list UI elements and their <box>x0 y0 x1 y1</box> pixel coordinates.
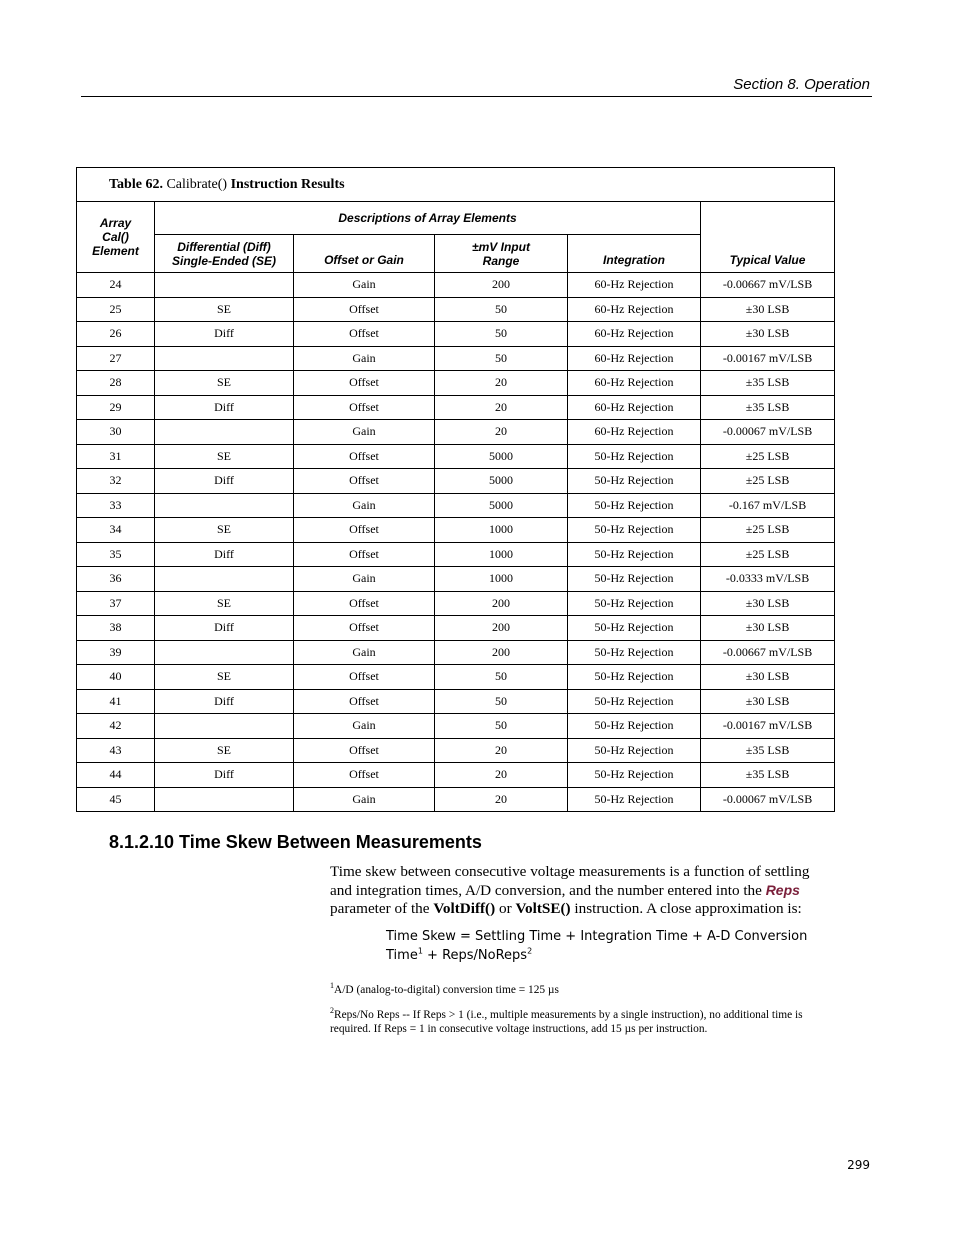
footnote-2 <box>330 1008 840 1036</box>
cell-diff-se <box>155 273 294 298</box>
cell-range: 5000 <box>435 493 568 518</box>
cell-range: 1000 <box>435 518 568 543</box>
formula-footnote-ref-1: 1 <box>417 946 423 956</box>
cell-range: 20 <box>435 371 568 396</box>
cell-integration: 50-Hz Rejection <box>568 665 701 690</box>
col-header-array-line2: Cal() <box>102 230 129 244</box>
cell-diff-se <box>155 346 294 371</box>
cell-integration: 60-Hz Rejection <box>568 297 701 322</box>
formula-text-1: Time Skew = Settling Time + Integration Time + A-D Conversion Time <box>386 929 808 963</box>
cell-offset-gain: Offset <box>294 689 435 714</box>
cell-diff-se: SE <box>155 371 294 396</box>
cell-offset-gain: Offset <box>294 591 435 616</box>
cell-integration: 60-Hz Rejection <box>568 346 701 371</box>
cell-typical-value: ±30 LSB <box>701 665 835 690</box>
table-caption-func: Calibrate() <box>166 176 228 192</box>
cell-typical-value: ±35 LSB <box>701 763 835 788</box>
cell-diff-se: Diff <box>155 469 294 494</box>
cell-range: 5000 <box>435 469 568 494</box>
cell-integration: 50-Hz Rejection <box>568 763 701 788</box>
cell-typical-value: ±25 LSB <box>701 518 835 543</box>
table-row <box>77 322 835 347</box>
cell-offset-gain: Offset <box>294 395 435 420</box>
cell-offset-gain: Offset <box>294 542 435 567</box>
col-header-array-element <box>77 202 155 273</box>
footnote-1-mark: 1 <box>330 981 334 991</box>
cell-offset-gain: Gain <box>294 273 435 298</box>
table-row <box>77 787 835 812</box>
table-row <box>77 567 835 592</box>
cell-typical-value: -0.00167 mV/LSB <box>701 714 835 739</box>
cell-array-element: 29 <box>77 395 155 420</box>
cell-diff-se <box>155 420 294 445</box>
cell-range: 200 <box>435 273 568 298</box>
cell-diff-se: Diff <box>155 689 294 714</box>
cell-typical-value: -0.00167 mV/LSB <box>701 346 835 371</box>
cell-diff-se: Diff <box>155 542 294 567</box>
cell-range: 20 <box>435 787 568 812</box>
col-header-diff-line1: Differential (Diff) <box>177 239 271 254</box>
cell-array-element: 37 <box>77 591 155 616</box>
col-header-range-line2: Range <box>482 253 520 268</box>
cell-diff-se: SE <box>155 738 294 763</box>
calibrate-results-table <box>76 167 835 812</box>
cell-range: 20 <box>435 420 568 445</box>
table-row <box>77 640 835 665</box>
cell-range: 200 <box>435 640 568 665</box>
col-header-range <box>435 235 568 273</box>
paragraph-text-1: Time skew between consecutive voltage measurements is a function of settling and integration times, A/D conversion, and the number entered into the <box>330 863 810 899</box>
cell-typical-value: ±30 LSB <box>701 689 835 714</box>
cell-diff-se <box>155 567 294 592</box>
cell-diff-se: SE <box>155 591 294 616</box>
cell-range: 50 <box>435 665 568 690</box>
cell-integration: 50-Hz Rejection <box>568 616 701 641</box>
cell-typical-value: -0.00067 mV/LSB <box>701 787 835 812</box>
cell-diff-se: Diff <box>155 322 294 347</box>
cell-integration: 50-Hz Rejection <box>568 640 701 665</box>
col-header-array-line3: Element <box>92 244 139 258</box>
cell-array-element: 26 <box>77 322 155 347</box>
cell-array-element: 25 <box>77 297 155 322</box>
cell-diff-se: Diff <box>155 395 294 420</box>
cell-range: 20 <box>435 738 568 763</box>
paragraph-text-or: or <box>495 900 516 917</box>
table-row <box>77 616 835 641</box>
cell-array-element: 33 <box>77 493 155 518</box>
cell-typical-value: ±30 LSB <box>701 297 835 322</box>
cell-offset-gain: Offset <box>294 518 435 543</box>
cell-diff-se <box>155 714 294 739</box>
cell-integration: 60-Hz Rejection <box>568 420 701 445</box>
cell-diff-se: SE <box>155 444 294 469</box>
cell-offset-gain: Gain <box>294 493 435 518</box>
table-row <box>77 395 835 420</box>
cell-integration: 60-Hz Rejection <box>568 322 701 347</box>
cell-diff-se <box>155 640 294 665</box>
table-row <box>77 493 835 518</box>
cell-array-element: 27 <box>77 346 155 371</box>
cell-array-element: 24 <box>77 273 155 298</box>
cell-typical-value: ±30 LSB <box>701 616 835 641</box>
cell-diff-se: Diff <box>155 763 294 788</box>
cell-array-element: 40 <box>77 665 155 690</box>
table-row <box>77 665 835 690</box>
cell-offset-gain: Offset <box>294 322 435 347</box>
page-number: 299 <box>847 1158 870 1172</box>
cell-integration: 50-Hz Rejection <box>568 738 701 763</box>
cell-offset-gain: Offset <box>294 616 435 641</box>
cell-range: 200 <box>435 591 568 616</box>
table-row <box>77 738 835 763</box>
cell-array-element: 31 <box>77 444 155 469</box>
cell-integration: 60-Hz Rejection <box>568 371 701 396</box>
cell-offset-gain: Gain <box>294 714 435 739</box>
cell-diff-se: Diff <box>155 616 294 641</box>
group-header-descriptions: Descriptions of Array Elements <box>155 202 701 235</box>
cell-array-element: 35 <box>77 542 155 567</box>
cell-integration: 50-Hz Rejection <box>568 787 701 812</box>
table-row <box>77 420 835 445</box>
voltdiff-keyword: VoltDiff() <box>433 900 496 917</box>
cell-array-element: 42 <box>77 714 155 739</box>
cell-offset-gain: Offset <box>294 444 435 469</box>
cell-offset-gain: Gain <box>294 567 435 592</box>
cell-range: 50 <box>435 689 568 714</box>
cell-offset-gain: Offset <box>294 469 435 494</box>
table-row <box>77 444 835 469</box>
voltse-keyword: VoltSE() <box>515 900 571 917</box>
cell-offset-gain: Offset <box>294 763 435 788</box>
cell-diff-se <box>155 787 294 812</box>
cell-offset-gain: Offset <box>294 371 435 396</box>
cell-array-element: 45 <box>77 787 155 812</box>
cell-integration: 50-Hz Rejection <box>568 542 701 567</box>
cell-array-element: 39 <box>77 640 155 665</box>
table-row <box>77 714 835 739</box>
cell-integration: 50-Hz Rejection <box>568 444 701 469</box>
cell-offset-gain: Gain <box>294 640 435 665</box>
cell-array-element: 44 <box>77 763 155 788</box>
cell-integration: 50-Hz Rejection <box>568 518 701 543</box>
cell-diff-se: SE <box>155 665 294 690</box>
col-header-diff-se <box>155 235 294 273</box>
cell-array-element: 41 <box>77 689 155 714</box>
table-row <box>77 371 835 396</box>
cell-range: 20 <box>435 395 568 420</box>
cell-offset-gain: Gain <box>294 346 435 371</box>
footnote-2-mark: 2 <box>330 1006 334 1016</box>
cell-integration: 50-Hz Rejection <box>568 493 701 518</box>
time-skew-formula <box>386 927 846 965</box>
cell-array-element: 32 <box>77 469 155 494</box>
running-header: Section 8. Operation <box>733 76 870 93</box>
col-header-range-line1: ±mV Input <box>472 239 530 254</box>
cell-integration: 50-Hz Rejection <box>568 591 701 616</box>
table-caption-rest: Instruction Results <box>230 176 345 192</box>
cell-diff-se <box>155 493 294 518</box>
table-body <box>77 273 835 812</box>
cell-range: 5000 <box>435 444 568 469</box>
table-caption-label: Table 62. <box>109 176 163 192</box>
cell-offset-gain: Offset <box>294 297 435 322</box>
cell-integration: 50-Hz Rejection <box>568 469 701 494</box>
table-row <box>77 273 835 298</box>
paragraph-text-2: parameter of the <box>330 900 434 917</box>
cell-typical-value: -0.00067 mV/LSB <box>701 420 835 445</box>
table-row <box>77 689 835 714</box>
cell-range: 50 <box>435 322 568 347</box>
cell-typical-value: ±30 LSB <box>701 322 835 347</box>
cell-diff-se: SE <box>155 518 294 543</box>
table-row <box>77 469 835 494</box>
cell-range: 50 <box>435 346 568 371</box>
cell-array-element: 30 <box>77 420 155 445</box>
cell-typical-value: ±30 LSB <box>701 591 835 616</box>
cell-typical-value: ±25 LSB <box>701 469 835 494</box>
table-row <box>77 763 835 788</box>
header-rule <box>81 96 872 97</box>
cell-typical-value: ±25 LSB <box>701 542 835 567</box>
cell-array-element: 34 <box>77 518 155 543</box>
col-header-diff-line2: Single-Ended (SE) <box>171 253 276 268</box>
cell-diff-se: SE <box>155 297 294 322</box>
col-header-integration: Integration <box>568 235 701 273</box>
cell-array-element: 28 <box>77 371 155 396</box>
cell-integration: 50-Hz Rejection <box>568 689 701 714</box>
cell-offset-gain: Offset <box>294 738 435 763</box>
formula-footnote-ref-2: 2 <box>527 946 533 956</box>
cell-offset-gain: Gain <box>294 420 435 445</box>
cell-typical-value: -0.0333 mV/LSB <box>701 567 835 592</box>
reps-keyword: Reps <box>765 882 800 898</box>
table-row <box>77 542 835 567</box>
cell-typical-value: -0.167 mV/LSB <box>701 493 835 518</box>
cell-range: 20 <box>435 763 568 788</box>
cell-array-element: 36 <box>77 567 155 592</box>
cell-range: 50 <box>435 714 568 739</box>
cell-typical-value: -0.00667 mV/LSB <box>701 640 835 665</box>
footnote-1-text: A/D (analog-to-digital) conversion time = 125 µs <box>334 984 559 996</box>
cell-integration: 60-Hz Rejection <box>568 273 701 298</box>
cell-offset-gain: Gain <box>294 787 435 812</box>
cell-integration: 50-Hz Rejection <box>568 714 701 739</box>
cell-integration: 60-Hz Rejection <box>568 395 701 420</box>
cell-range: 200 <box>435 616 568 641</box>
cell-typical-value: ±25 LSB <box>701 444 835 469</box>
col-header-array-line1: Array <box>99 216 132 230</box>
table-caption <box>77 168 835 202</box>
paragraph-text-3: instruction. A close approximation is: <box>570 900 802 917</box>
cell-typical-value: ±35 LSB <box>701 395 835 420</box>
cell-typical-value: ±35 LSB <box>701 738 835 763</box>
section-paragraph <box>330 863 830 918</box>
section-heading: 8.1.2.10 Time Skew Between Measurements <box>109 832 482 852</box>
table-row <box>77 346 835 371</box>
cell-array-element: 38 <box>77 616 155 641</box>
col-header-offset-gain: Offset or Gain <box>294 235 435 273</box>
table-row <box>77 297 835 322</box>
cell-range: 1000 <box>435 542 568 567</box>
footnote-1 <box>330 983 840 997</box>
table-row <box>77 518 835 543</box>
cell-integration: 50-Hz Rejection <box>568 567 701 592</box>
cell-typical-value: ±35 LSB <box>701 371 835 396</box>
formula-text-2: + Reps/NoReps <box>422 948 528 963</box>
cell-array-element: 43 <box>77 738 155 763</box>
cell-range: 1000 <box>435 567 568 592</box>
cell-offset-gain: Offset <box>294 665 435 690</box>
footnote-2-text: Reps/No Reps -- If Reps > 1 (i.e., multiple measurements by a single instruction), no additional time is required. If Reps = 1 in consecutive voltage instructions, add 15 µs per instruction. <box>330 1009 803 1035</box>
cell-range: 50 <box>435 297 568 322</box>
cell-typical-value: -0.00667 mV/LSB <box>701 273 835 298</box>
col-header-typical-value: Typical Value <box>701 202 835 273</box>
table-row <box>77 591 835 616</box>
